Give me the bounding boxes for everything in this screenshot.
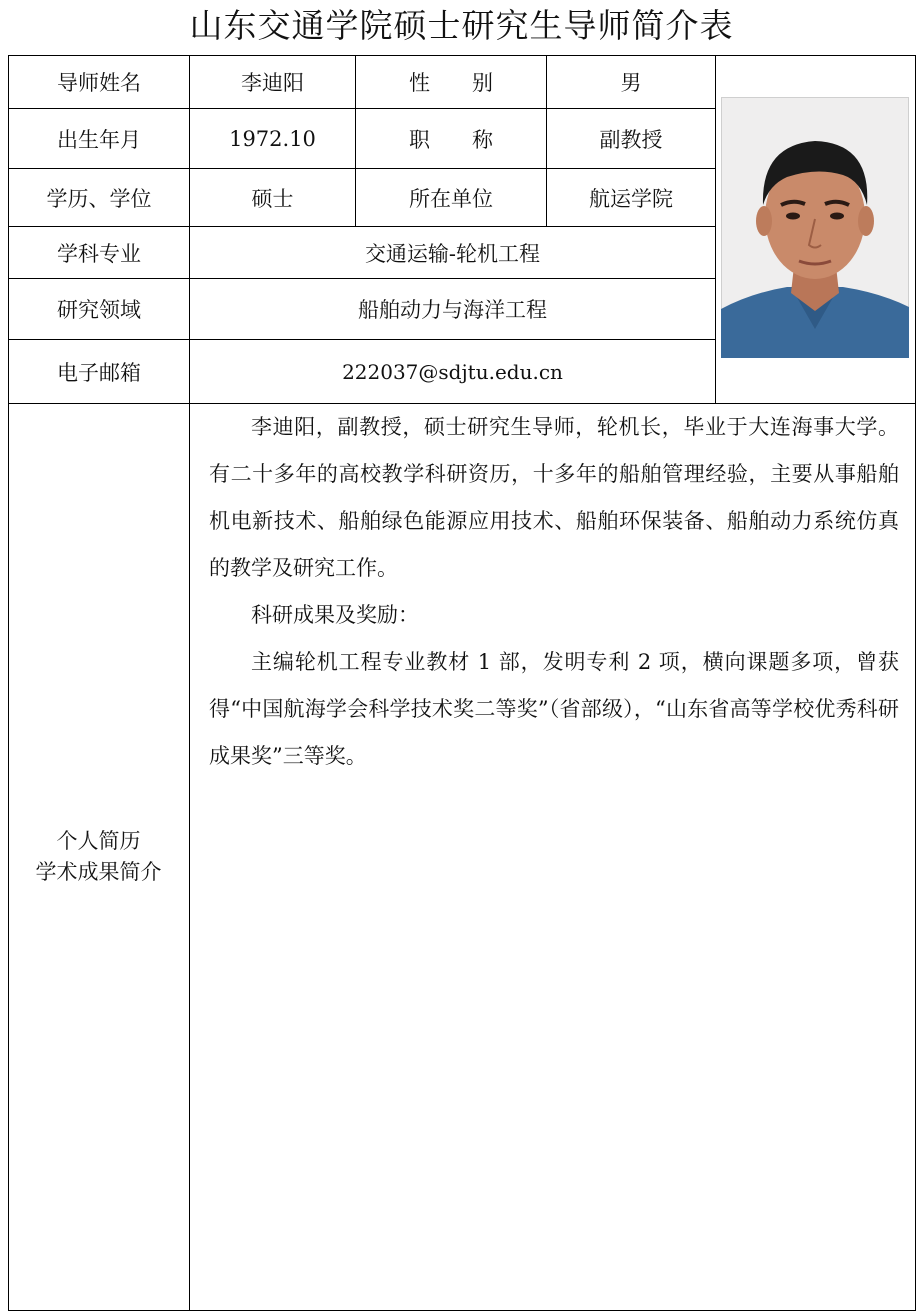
label-rank: 职 称 <box>409 127 493 152</box>
value-birth: 1972.10 <box>229 126 316 151</box>
portrait-photo <box>721 97 909 358</box>
label-research: 研究领域 <box>57 298 141 322</box>
value-gender: 男 <box>620 71 642 95</box>
label-biography-line1: 个人简历 <box>56 829 141 853</box>
label-name: 导师姓名 <box>57 71 141 95</box>
document-title: 山东交通学院硕士研究生导师简介表 <box>189 6 734 45</box>
value-research: 船舶动力与海洋工程 <box>358 298 547 322</box>
value-rank: 副教授 <box>599 127 663 152</box>
value-major: 交通运输-轮机工程 <box>364 241 541 266</box>
biography-content <box>209 404 899 780</box>
label-major: 学科专业 <box>57 241 141 266</box>
value-name: 李迪阳 <box>241 71 304 95</box>
label-birth: 出生年月 <box>57 127 141 152</box>
label-biography <box>8 404 189 1310</box>
bio-paragraph-heading: 科研成果及奖励： <box>251 603 419 627</box>
label-email: 电子邮箱 <box>57 360 141 385</box>
bio-paragraph-intro: 李迪阳，副教授，硕士研究生导师，轮机长，毕业于大连海事大学。有二十多年的高校教学科研资历，十多年的船舶管理经验，主要从事船舶机电新技术、船舶绿色能源应用技术、船舶环保装备、船舶动力系统仿真的教学及研究工作。 <box>209 415 899 580</box>
bio-paragraph-achievements: 主编轮机工程专业教材 1 部，发明专利 2 项，横向课题多项，曾获得“中国航海学会科学技术奖二等奖”（省部级），“山东省高等学校优秀科研成果奖”三等奖。 <box>209 650 899 768</box>
label-degree: 学历、学位 <box>46 186 152 211</box>
value-email: 222037@sdjtu.edu.cn <box>342 359 563 384</box>
value-degree: 硕士 <box>251 186 294 211</box>
label-biography-line2: 学术成果简介 <box>35 860 162 884</box>
value-unit: 航运学院 <box>589 186 673 211</box>
label-unit: 所在单位 <box>409 186 493 211</box>
label-gender: 性 别 <box>409 71 493 95</box>
